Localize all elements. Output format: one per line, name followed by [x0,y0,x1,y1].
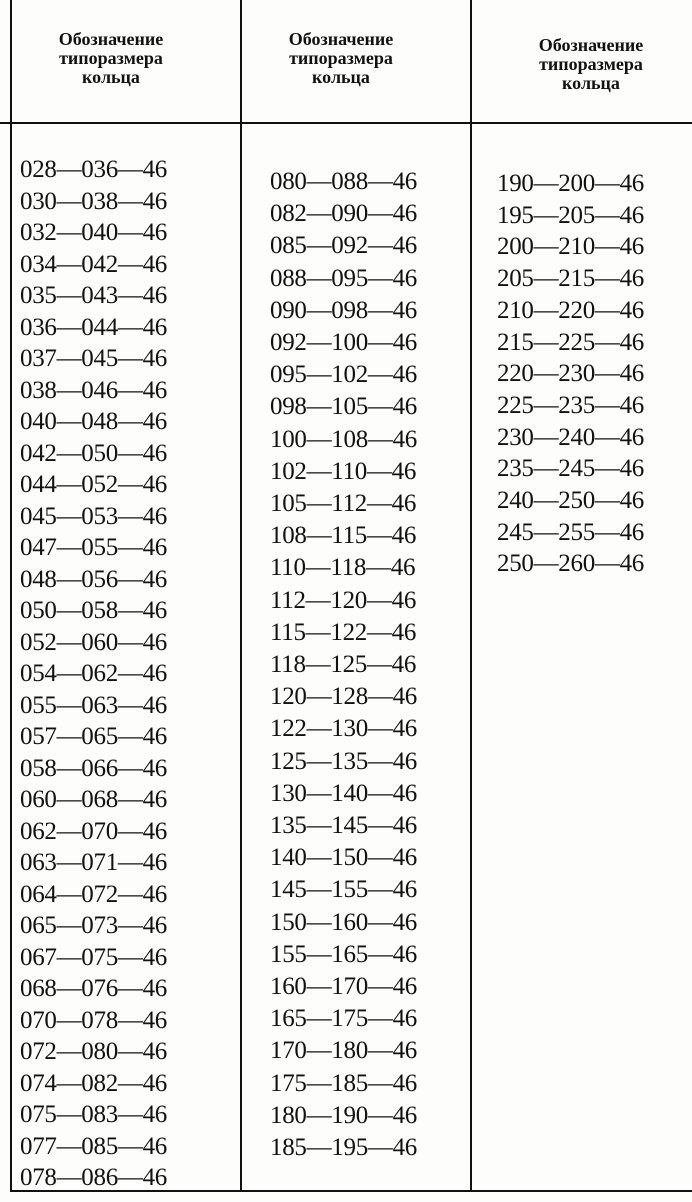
table-column-divider-1 [240,0,242,1192]
ring-size-entry: 078—086—46 [20,1164,168,1191]
ring-size-entry: 035—043—46 [20,282,168,309]
header-line: кольца [562,73,620,93]
ring-size-entry: 135—145—46 [270,812,418,839]
ring-size-entry: 054—062—46 [20,660,168,687]
ring-size-entry: 200—210—46 [497,233,645,261]
ring-size-entry: 225—235—46 [497,391,645,419]
ring-size-entry: 105—112—46 [270,490,417,517]
ring-size-entry: 160—170—46 [270,973,418,1000]
ring-size-entry: 165—175—46 [270,1005,418,1033]
ring-size-entry: 250—260—46 [497,550,645,578]
ring-size-entry: 036—044—46 [20,313,168,341]
ring-size-entry: 050—058—46 [20,597,168,624]
ring-size-entry: 062—070—46 [20,817,168,845]
ring-size-entry: 074—082—46 [20,1069,168,1097]
ring-size-entry: 038—046—46 [20,376,168,404]
ring-size-entry: 115—122—46 [270,618,417,646]
ring-size-entry: 100—108—46 [270,425,418,453]
ring-size-entry: 065—073—46 [20,912,168,939]
ring-size-entry: 060—068—46 [20,786,168,813]
ring-size-entry: 044—052—46 [20,471,168,498]
ring-size-entry: 140—150—46 [270,844,418,872]
ring-size-entry: 082—090—46 [270,200,418,228]
ring-size-entry: 034—042—46 [20,250,168,278]
ring-size-entry: 220—230—46 [497,360,645,388]
ring-size-entry: 068—076—46 [20,975,168,1002]
ring-size-entry: 245—255—46 [497,518,645,546]
ring-size-entry: 110—118—46 [270,554,416,582]
ring-size-entry: 122—130—46 [270,715,418,743]
ring-size-entry: 070—078—46 [20,1006,168,1034]
ring-size-entry: 077—085—46 [20,1132,168,1160]
ring-size-entry: 102—110—46 [270,457,417,485]
ring-size-entry: 112—120—46 [270,586,417,614]
ring-size-entry: 170—180—46 [270,1037,418,1065]
ring-size-entry: 240—250—46 [497,487,645,514]
ring-size-entry: 047—055—46 [20,534,168,561]
ring-size-entry: 118—125—46 [270,651,417,678]
ring-size-entry: 080—088—46 [270,168,418,195]
ring-size-entry: 090—098—46 [270,296,418,324]
ring-size-entry: 075—083—46 [20,1101,168,1128]
table-header-rule [0,122,692,124]
ring-size-entry: 190—200—46 [497,170,645,197]
ring-size-entry: 215—225—46 [497,328,645,356]
ring-size-entry: 028—036—46 [20,156,168,183]
ring-size-entry: 072—080—46 [20,1038,168,1065]
column-header-1 [18,30,204,87]
ring-size-entry: 042—050—46 [20,439,168,467]
ring-size-entry: 130—140—46 [270,779,418,807]
ring-size-entry: 055—063—46 [20,691,168,719]
ring-size-entry: 040—048—46 [20,408,168,435]
ring-size-entry: 085—092—46 [270,232,418,260]
table-border-left [10,0,12,1192]
ring-size-entry: 185—195—46 [270,1134,418,1161]
ring-size-entry: 180—190—46 [270,1101,418,1129]
header-line: типоразмера [59,48,163,68]
ring-size-entry: 057—065—46 [20,723,168,750]
ring-size-entry: 120—128—46 [270,683,418,711]
column-header-3 [498,36,684,93]
column-header-2 [248,30,434,87]
ring-size-entry: 125—135—46 [270,747,418,775]
ring-size-entry: 150—160—46 [270,908,418,936]
ring-size-entry: 092—100—46 [270,329,418,356]
header-line: типоразмера [289,48,393,68]
ring-size-entry: 108—115—46 [270,522,417,550]
ring-size-entry: 210—220—46 [497,296,645,324]
header-line: Обозначение [58,29,164,49]
ring-size-entry: 155—165—46 [270,940,418,968]
ring-size-entry: 230—240—46 [497,423,645,451]
ring-size-entry: 175—185—46 [270,1069,418,1097]
ring-size-entry: 063—071—46 [20,849,168,876]
header-line: кольца [312,67,370,87]
ring-size-entry: 145—155—46 [270,876,418,904]
header-line: типоразмера [539,54,643,74]
ring-size-entry: 045—053—46 [20,502,168,530]
ring-size-entry: 032—040—46 [20,219,168,246]
ring-size-entry: 064—072—46 [20,880,168,908]
ring-size-entry: 195—205—46 [497,201,645,229]
ring-size-entry: 095—102—46 [270,361,418,389]
ring-size-entry: 088—095—46 [270,264,418,292]
table-column-divider-2 [470,0,472,1192]
header-line: кольца [82,67,140,87]
ring-size-entry: 235—245—46 [497,455,645,483]
ring-size-entry: 058—066—46 [20,754,168,782]
ring-size-entry: 048—056—46 [20,565,168,593]
header-line: Обозначение [538,35,644,55]
ring-size-entry: 030—038—46 [20,187,168,215]
ring-size-entry: 098—105—46 [270,393,418,421]
header-line: Обозначение [288,29,394,49]
ring-size-entry: 205—215—46 [497,265,645,293]
ring-size-entry: 037—045—46 [20,345,168,372]
ring-size-entry: 052—060—46 [20,628,168,656]
ring-size-entry: 067—075—46 [20,943,168,971]
